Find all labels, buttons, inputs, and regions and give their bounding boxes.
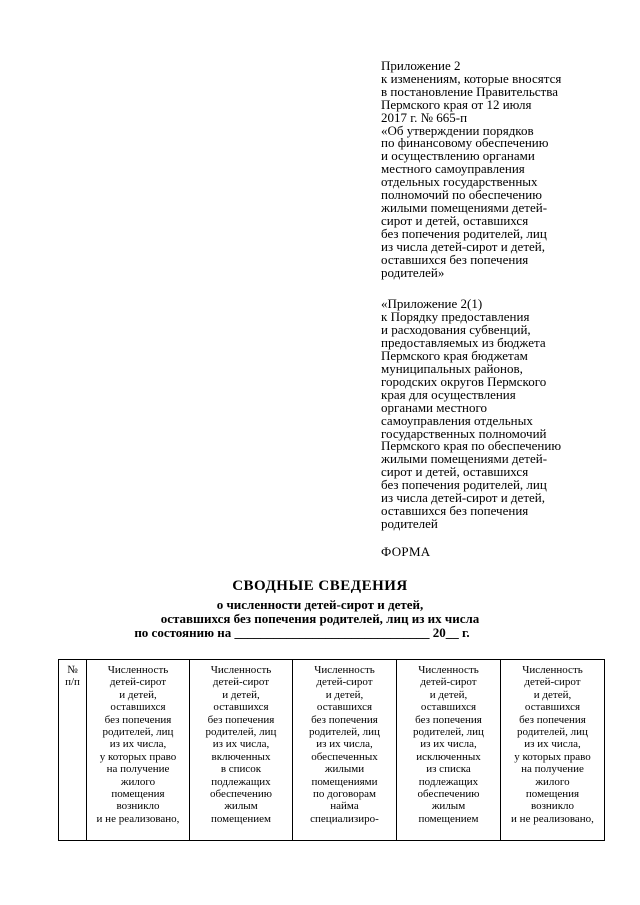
column-header-text: жилым [431,800,466,813]
appendix2-line: предоставляемых из бюджета [381,334,546,350]
column-header-text: детей-сирот [109,676,167,689]
column-header-text: без попечения [311,713,378,726]
column-header-text: оставшихся [110,701,166,714]
column-header-text: Численность [314,664,375,676]
appendix2-line: жилыми помещениями детей- [381,451,548,467]
column-header-text: помещениями [311,775,378,788]
column-header-text: без попечения [415,713,482,726]
subtitle-date-line: по состоянию на ______________________________ 20__ г. [134,625,470,640]
column-header-text: Численность [522,664,583,676]
column-header-text: и не реализовано, [511,812,594,825]
column-header-text: обеспеченных [311,750,378,763]
column-header-text: возникло [530,800,575,813]
column-header-text: п/п [65,676,80,689]
appendix2-line: государственных полномочий [381,425,547,441]
column-header-text: родителей, лиц [413,726,484,739]
appendix-line: родителей» [381,264,445,280]
appendix-line: по финансовому обеспечению [381,135,549,151]
column-header-text: помещением [418,812,479,825]
column-header-text: из их числа, [316,738,373,751]
column-header-text: Численность [210,664,272,676]
column-header-text: жилым [224,800,258,813]
appendix-line: к изменениям, которые вносятся [381,70,562,86]
form-label: ФОРМА [381,544,431,559]
column-header-text: на получение [106,763,170,776]
appendix2-line: оставшихся без попечения [381,503,529,519]
column-header-text: детей-сирот [212,676,270,689]
column-header-text: родителей, лиц [517,726,588,739]
appendix2-line: без попечения родителей, лиц [381,477,547,493]
column-header-text: детей-сирот [524,676,581,689]
column-header-text: оставшихся [420,701,477,714]
appendix-header [381,60,621,279]
column-header-text: из списка [426,763,471,776]
column-header-text: оставшихся [524,701,581,714]
appendix-line: жилыми помещениями детей- [381,199,548,215]
appendix2-line: из числа детей-сирот и детей, [381,490,545,506]
appendix2-line: родителей [381,516,438,532]
column-header-text: специализиро- [310,812,379,825]
column-header-text: без попечения [519,713,586,726]
column-header-text: родителей, лиц [102,726,174,739]
appendix-2-1-header [381,298,621,531]
column-header-text: найма [330,800,359,813]
column-header-text: подлежащих [211,775,271,788]
column-header-text: жилыми [324,763,365,776]
appendix2-line: края для осуществления [381,386,516,402]
appendix-line: сирот и детей, оставшихся [381,212,529,228]
appendix-line: местного самоуправления [381,161,525,177]
column-header-text: исключенных [416,750,481,763]
column-header-text: и детей, [222,688,260,701]
appendix-line: Приложение 2 [381,58,461,73]
column-header-text: в список [220,763,262,776]
column-header-text: детей-сирот [316,676,373,689]
column-header-text: оставшихся [213,701,269,714]
document-title: СВОДНЫЕ СВЕДЕНИЯ [232,578,408,594]
column-header-text: без попечения [104,713,172,726]
appendix2-line: муниципальных районов, [381,360,523,376]
column-header-text: на получение [521,763,584,776]
appendix-line: отдельных государственных [381,174,538,190]
column-header-text: без попечения [207,713,275,726]
column-header-text: и детей, [429,688,468,701]
column-header-4 [397,660,501,841]
subtitle-line-1: о численности детей-сирот и детей, [216,597,424,612]
column-header-text: жилого [120,775,156,788]
appendix-line: из числа детей-сирот и детей, [381,238,545,254]
table-header-row [59,660,605,841]
appendix2-line: к Порядку предоставления [381,308,530,324]
column-header-3 [293,660,397,841]
column-header-text: и не реализовано, [96,812,180,825]
column-header-text: Численность [107,664,169,676]
column-header-1 [87,660,190,841]
appendix2-line: самоуправления отдельных [381,412,533,428]
column-header-text: возникло [116,800,160,813]
column-header-text: из их числа, [420,738,477,751]
appendix-line: Пермского края от 12 июля [381,96,532,112]
appendix2-line: городских округов Пермского [381,373,547,389]
column-header-5 [501,660,605,841]
column-header-text: из их числа, [109,738,167,751]
column-header-text: родителей, лиц [309,726,380,739]
column-header-text: из их числа, [524,738,581,751]
column-header-text: Численность [418,664,479,676]
appendix2-line: и расходования субвенций, [381,321,531,337]
appendix2-line: сирот и детей, оставшихся [381,464,529,480]
column-header-text: включенных [211,750,271,763]
appendix2-line: «Приложение 2(1) [381,296,483,311]
column-header-text: обеспечению [210,788,272,801]
column-header-text: подлежащих [418,775,479,788]
column-header-text: помещения [525,788,580,801]
column-header-text: помещением [211,812,271,825]
column-header-2 [190,660,293,841]
column-header-text: по договорам [313,788,376,801]
appendix2-line: органами местного [381,399,487,415]
appendix-line: без попечения родителей, лиц [381,225,547,241]
column-header-text: и детей, [533,688,572,701]
summary-table [58,659,605,841]
column-header-text: из их числа, [212,738,270,751]
column-header-text: обеспечению [417,788,480,801]
column-header-text: и детей, [325,688,364,701]
appendix2-line: Пермского края бюджетам [381,347,528,363]
column-header-text: детей-сирот [420,676,477,689]
column-header-text: жилого [535,775,570,788]
appendix-line: «Об утверждении порядков [381,122,534,138]
column-header-text: у которых право [99,750,177,763]
appendix-line: и осуществлению органами [381,148,535,164]
subtitle-line-2: оставшихся без попечения родителей, лиц из их числа [160,611,480,626]
column-header-text: родителей, лиц [205,726,277,739]
column-header-text: № [67,664,78,676]
appendix-line: 2017 г. № 665-п [381,109,468,125]
column-header-number [59,660,87,841]
appendix-line: в постановление Правительства [381,83,558,99]
appendix-line: полномочий по обеспечению [381,187,542,203]
column-header-text: у которых право [514,750,591,763]
column-header-text: оставшихся [316,701,373,714]
column-header-text: и детей, [119,688,157,701]
document-subtitle [0,598,640,640]
appendix2-line: Пермского края по обеспечению [381,438,562,454]
appendix-line: оставшихся без попечения [381,251,529,267]
column-header-text: помещения [111,788,165,801]
